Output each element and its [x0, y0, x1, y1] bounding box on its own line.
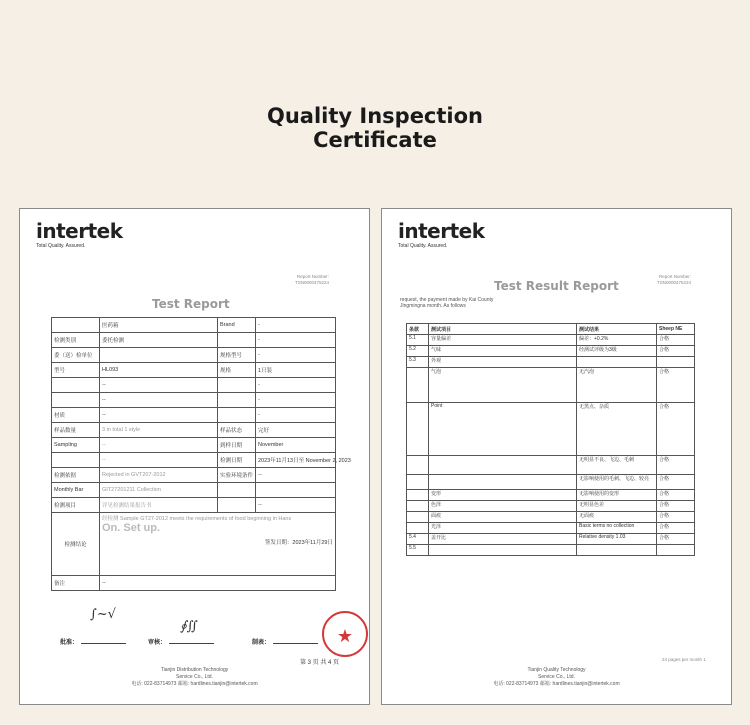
table-row [52, 453, 336, 468]
table-cell: GIT27201211 Collection [100, 483, 218, 498]
table-cell [407, 475, 429, 490]
page-footer: Tianjin Quality Technology Service Co., Ltd. 电话: 022-83714973 邮箱: hardlines.tianjin@intertek.com [493, 667, 620, 687]
table-cell: 面痕 [429, 512, 577, 523]
table-cell: 1只装 [256, 363, 336, 378]
table-cell: 5.5 [407, 545, 429, 556]
table-cell: 完好 [256, 423, 336, 438]
conclusion-text: 经检测 Sample GT27-2012 meets the requirements of food beginning in Hans [102, 516, 292, 522]
table-cell [407, 456, 429, 475]
table-row [52, 423, 336, 438]
table-cell: 色泽 [429, 501, 577, 512]
table-cell [407, 368, 429, 403]
table-cell [218, 333, 256, 348]
page-number: 24 pages per month 1 [662, 657, 706, 662]
table-cell: 盖开比 [429, 534, 577, 545]
table-row [52, 408, 336, 423]
table-cell: Brand [218, 318, 256, 333]
table-cell: 详见检测结果报告书 [100, 498, 218, 513]
table-row [407, 490, 695, 501]
intertek-logo: intertek [36, 219, 123, 243]
table-cell: 规格 [218, 363, 256, 378]
table-cell: 医药箱 [100, 318, 218, 333]
table-header-row [407, 324, 695, 335]
table-cell: - [256, 393, 336, 408]
table-cell: 合格 [657, 490, 695, 501]
table-cell: -- [100, 408, 218, 423]
table-row [52, 348, 336, 363]
table-cell: 合格 [657, 335, 695, 346]
table-cell: - [256, 333, 336, 348]
table-cell: Relative density 1.03 [577, 534, 657, 545]
page-footer: Tianjin Distribution Technology Service Co., Ltd. 电话: 022-83714973 邮箱: hardlines.tianjin@intertek.com [131, 667, 258, 687]
table-cell: 材质 [52, 408, 100, 423]
remark-label: 备注 [52, 576, 100, 591]
header-clause: 条款 [407, 324, 429, 335]
table-cell: 合格 [657, 534, 695, 545]
table-cell [429, 456, 577, 475]
table-cell: 合格 [657, 501, 695, 512]
logo-tagline: Total Quality. Assured. [36, 243, 86, 249]
table-cell: 合格 [657, 456, 695, 475]
table-cell: 合格 [657, 346, 695, 357]
report-title: Test Result Report [494, 279, 619, 293]
table-cell [52, 318, 100, 333]
table-cell [407, 403, 429, 456]
table-row [407, 475, 695, 490]
conclusion-label: 检测结论 [52, 513, 100, 576]
table-row [52, 438, 336, 453]
table-cell [256, 483, 336, 498]
test-result-table [406, 323, 695, 556]
table-cell: 无汽泡 [577, 368, 657, 403]
table-cell: 气味 [429, 346, 577, 357]
table-cell [218, 408, 256, 423]
table-cell: 5.2 [407, 346, 429, 357]
table-row [52, 393, 336, 408]
conclusion-row [52, 513, 336, 576]
table-row [407, 456, 695, 475]
table-row [52, 333, 336, 348]
red-seal-stamp: ★ [322, 611, 368, 657]
table-cell: 规格型号 [218, 348, 256, 363]
table-cell: 5.4 [407, 534, 429, 545]
table-cell: -- [100, 453, 218, 468]
intro-text: request, the payment made by Kai County Jingmingna month. As follows [400, 297, 494, 309]
table-cell: 外观 [429, 357, 577, 368]
header-item: 测试项目 [429, 324, 577, 335]
table-cell [429, 545, 577, 556]
table-cell: 2023年11月13日至 November 2, 2023 [256, 453, 336, 468]
reviewer-signature: 审核： [148, 637, 214, 646]
table-cell: -- [100, 438, 218, 453]
table-cell: -- [256, 498, 336, 513]
remark-value: -- [100, 576, 336, 591]
table-row [52, 483, 336, 498]
report-number: Report Number: TSN0000475224 [656, 274, 691, 285]
table-cell: 变形 [429, 490, 577, 501]
report-info-table [51, 317, 351, 591]
table-cell: 无明显不良、飞边、毛刺 [577, 456, 657, 475]
table-row [407, 403, 695, 456]
table-cell: 委托检测 [100, 333, 218, 348]
table-cell: 合格 [657, 403, 695, 456]
table-cell: - [256, 408, 336, 423]
table-cell: Rejected in GVT207-2012 [100, 468, 218, 483]
table-row [407, 501, 695, 512]
table-cell: 合格 [657, 368, 695, 403]
table-row [407, 545, 695, 556]
table-cell [218, 378, 256, 393]
table-cell: 检测日期 [218, 453, 256, 468]
table-cell [577, 357, 657, 368]
table-cell: 无影响使用的变形 [577, 490, 657, 501]
table-row [407, 512, 695, 523]
table-cell [218, 483, 256, 498]
approver-signature: 批准： [60, 637, 126, 646]
table-cell: 无影响使用的毛刺、飞边、较亮 [577, 475, 657, 490]
table-cell [407, 523, 429, 534]
table-cell [577, 545, 657, 556]
table-row [407, 534, 695, 545]
report-title: Test Report [152, 297, 230, 311]
table-cell: 到样日期 [218, 438, 256, 453]
table-cell: 检测项目 [52, 498, 100, 513]
table-row [52, 498, 336, 513]
table-cell: 无面痕 [577, 512, 657, 523]
table-row [52, 378, 336, 393]
test-result-page [381, 208, 732, 705]
table-cell: 无明显色差 [577, 501, 657, 512]
title-line-1: Quality Inspection [266, 104, 483, 128]
table-cell: 无黑点、杂质 [577, 403, 657, 456]
table-row [407, 357, 695, 368]
table-cell: 检测依据 [52, 468, 100, 483]
logo-tagline: Total Quality. Assured. [398, 243, 448, 249]
table-row [52, 318, 336, 333]
page-number: 第 3 页 共 4 页 [300, 660, 340, 666]
table-cell: 容量偏差 [429, 335, 577, 346]
table-cell: Basic terms no collection [577, 523, 657, 534]
table-cell: 气泡 [429, 368, 577, 403]
table-cell: 合格 [657, 475, 695, 490]
table-cell: - [256, 378, 336, 393]
table-cell: 样品状态 [218, 423, 256, 438]
table-row [407, 335, 695, 346]
table-cell [407, 512, 429, 523]
sign-date: 签发日期：2023年11月29日 [264, 540, 333, 546]
table-cell [429, 475, 577, 490]
table-cell: Monthly Bar [52, 483, 100, 498]
table-cell: 实验环境条件 [218, 468, 256, 483]
table-cell: 5.3 [407, 357, 429, 368]
table-cell [657, 545, 695, 556]
certificate-title [0, 104, 750, 152]
remark-row [52, 576, 336, 591]
table-cell: 合格 [657, 523, 695, 534]
table-cell: 5.1 [407, 335, 429, 346]
table-cell [407, 490, 429, 501]
report-number: Report Number: TSN0000475224 [294, 274, 329, 285]
table-cell [218, 498, 256, 513]
signature-scribble: ∫~√ [90, 607, 116, 622]
table-cell [52, 378, 100, 393]
table-cell [657, 357, 695, 368]
table-cell: 3 in total 1 style [100, 423, 218, 438]
table-cell: 检测类别 [52, 333, 100, 348]
table-row [407, 523, 695, 534]
header-result: 测试结果 [577, 324, 657, 335]
table-row [407, 346, 695, 357]
table-cell [218, 393, 256, 408]
table-cell: 型号 [52, 363, 100, 378]
table-cell: HL093 [100, 363, 218, 378]
title-line-2: Certificate [313, 128, 437, 152]
table-cell: Sampling [52, 438, 100, 453]
conclusion-cell [100, 513, 336, 576]
table-cell: 偏差：+0.2% [577, 335, 657, 346]
table-cell: Point [429, 403, 577, 456]
preparer-signature: 制表： [252, 637, 318, 646]
header-verdict: Sheep NE [657, 324, 695, 335]
table-cell: November [256, 438, 336, 453]
signature-scribble: ∮∬ [180, 619, 198, 634]
table-cell: -- [100, 393, 218, 408]
table-row [407, 368, 695, 403]
table-cell [407, 501, 429, 512]
table-cell: 经测试评级为3级 [577, 346, 657, 357]
table-cell [52, 393, 100, 408]
intertek-logo: intertek [398, 219, 485, 243]
table-cell: -- [256, 468, 336, 483]
conclusion-big: On. Set up. [102, 522, 161, 534]
table-cell: 光泽 [429, 523, 577, 534]
table-row [52, 468, 336, 483]
table-row [52, 363, 336, 378]
table-cell [52, 453, 100, 468]
table-cell: - [256, 348, 336, 363]
test-report-page [19, 208, 370, 705]
table-cell [100, 348, 218, 363]
table-cell: 合格 [657, 512, 695, 523]
table-cell: 委（送）检单位 [52, 348, 100, 363]
table-cell: 样品数量 [52, 423, 100, 438]
table-cell: -- [100, 378, 218, 393]
table-cell: - [256, 318, 336, 333]
